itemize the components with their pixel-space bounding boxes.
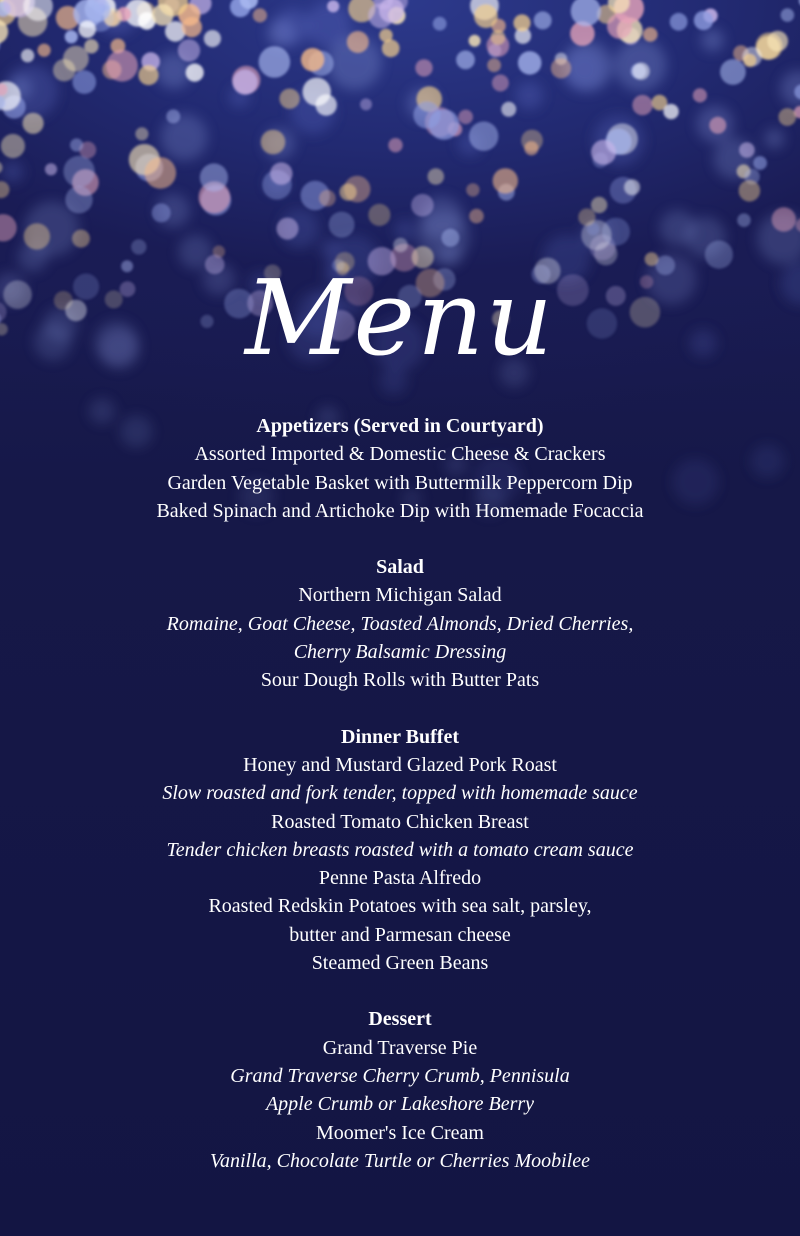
bokeh-light (709, 117, 726, 134)
section-heading: Salad (376, 556, 424, 579)
bokeh-light (501, 102, 516, 117)
bokeh-light (279, 89, 299, 109)
menu-item-description: Cherry Balsamic Dressing (293, 641, 507, 664)
bokeh-light (571, 0, 601, 26)
bokeh-light (469, 209, 484, 224)
bokeh-light (253, 8, 267, 22)
menu-item-description: Vanilla, Chocolate Turtle or Cherries Moobilee (210, 1149, 590, 1172)
menu-body (0, 412, 800, 1203)
bokeh-light (469, 122, 498, 151)
bokeh-light (274, 9, 311, 46)
bokeh-light (743, 54, 756, 67)
bokeh-light (737, 213, 751, 227)
bokeh-light (152, 4, 174, 26)
bokeh-light (45, 163, 57, 175)
section-heading: Dinner Buffet (341, 725, 459, 748)
bokeh-light (492, 75, 509, 92)
bokeh-light (38, 44, 51, 57)
bokeh-light (368, 204, 390, 226)
bokeh-light (469, 35, 481, 47)
bokeh-light (135, 127, 148, 140)
menu-section-appetizers (0, 412, 800, 525)
menu-item: Garden Vegetable Basket with Buttermilk Peppercorn Dip (167, 471, 633, 494)
bokeh-light (200, 163, 228, 191)
bokeh-light (767, 31, 788, 52)
bokeh-light (259, 46, 291, 78)
menu-item: Sour Dough Rolls with Butter Pats (260, 669, 540, 692)
bokeh-light (204, 30, 221, 47)
bokeh-light (347, 31, 369, 53)
bokeh-light (670, 13, 688, 31)
bokeh-light (772, 207, 796, 231)
bokeh-light (63, 46, 89, 72)
menu-item-description: Apple Crumb or Lakeshore Berry (265, 1093, 535, 1116)
bokeh-light (303, 78, 331, 106)
bokeh-light (739, 142, 755, 158)
bokeh-light (487, 58, 501, 72)
menu-item: Baked Spinach and Artichoke Dip with Homemade Focaccia (156, 499, 644, 522)
bokeh-light (270, 162, 292, 184)
bokeh-light (591, 197, 607, 213)
bokeh-light (781, 8, 795, 22)
menu-item: Moomer's Ice Cream (316, 1121, 484, 1144)
bokeh-light (415, 59, 432, 76)
bokeh-light (22, 113, 43, 134)
bokeh-light (493, 168, 518, 193)
menu-item-description: Romaine, Goat Cheese, Toasted Almonds, Dried Cherries, (166, 612, 634, 635)
menu-item-description: Slow roasted and fork tender, topped with homemade sauce (162, 782, 638, 805)
menu-section-dinner-buffet (0, 723, 800, 978)
bokeh-light (720, 59, 746, 85)
menu-item: Roasted Redskin Potatoes with sea salt, parsley, (208, 895, 592, 918)
menu-item: Steamed Green Beans (311, 952, 489, 975)
bokeh-light (65, 30, 78, 43)
bokeh-light (643, 27, 658, 42)
bokeh-light (456, 51, 475, 70)
menu-title: Menu (245, 257, 555, 379)
bokeh-light (65, 186, 92, 213)
bokeh-light (182, 17, 202, 37)
bokeh-light (739, 180, 761, 202)
bokeh-light (632, 62, 649, 79)
menu-item: Assorted Imported & Domestic Cheese & Crackers (194, 443, 606, 466)
bokeh-light (764, 129, 784, 149)
bokeh-light (21, 49, 34, 62)
bokeh-light (524, 141, 538, 155)
bokeh-light (663, 104, 678, 119)
bokeh-light (632, 95, 652, 115)
bokeh-light (607, 14, 632, 39)
menu-item: butter and Parmesan cheese (289, 923, 511, 946)
bokeh-light (518, 51, 542, 75)
bokeh-light (186, 64, 204, 82)
bokeh-light (513, 14, 530, 31)
menu-item: Honey and Mustard Glazed Pork Roast (243, 753, 557, 776)
bokeh-light (491, 30, 506, 45)
bokeh-light (591, 140, 616, 165)
bokeh-light (329, 212, 355, 238)
menu-item: Penne Pasta Alfredo (318, 867, 482, 890)
bokeh-light (360, 98, 372, 110)
bokeh-light (551, 58, 571, 78)
bokeh-light (466, 183, 479, 196)
bokeh-light (778, 108, 796, 126)
bokeh-light (433, 17, 447, 31)
bokeh-light (301, 48, 324, 71)
bokeh-light (428, 168, 445, 185)
bokeh-light (624, 179, 640, 195)
bokeh-light (693, 88, 707, 102)
bokeh-light (63, 156, 94, 187)
bokeh-light (393, 238, 408, 253)
menu-item: Northern Michigan Salad (298, 584, 502, 607)
bokeh-light (79, 21, 96, 38)
section-heading: Appetizers (Served in Courtyard) (256, 415, 544, 437)
bokeh-light (0, 181, 10, 198)
bokeh-light (261, 130, 286, 155)
bokeh-light (515, 81, 543, 109)
bokeh-light (73, 70, 97, 94)
bokeh-light (411, 194, 434, 217)
bokeh-light (382, 39, 400, 57)
bokeh-light (474, 4, 498, 28)
bokeh-light (694, 11, 713, 30)
bokeh-light (138, 65, 158, 85)
bokeh-light (161, 114, 208, 161)
bokeh-light (233, 70, 258, 95)
bokeh-light (72, 230, 90, 248)
menu-section-dessert (0, 1005, 800, 1175)
bokeh-light (84, 39, 98, 53)
bokeh-light (145, 157, 177, 189)
bokeh-light (178, 39, 200, 61)
bokeh-light (2, 161, 24, 183)
bokeh-light (24, 223, 50, 249)
bokeh-light (388, 138, 402, 152)
menu-item-description: Grand Traverse Cherry Crumb, Pennisula (230, 1064, 570, 1087)
bokeh-light (413, 102, 440, 129)
bokeh-light (701, 29, 724, 52)
bokeh-light (70, 138, 83, 151)
bokeh-light (319, 190, 336, 207)
menu-item: Roasted Tomato Chicken Breast (271, 810, 529, 833)
menu-item-description: Tender chicken breasts roasted with a tomato cream sauce (166, 838, 634, 861)
bokeh-light (441, 229, 459, 247)
bokeh-light (277, 218, 299, 240)
bokeh-light (753, 156, 767, 170)
bokeh-light (1, 134, 25, 158)
bokeh-light (106, 50, 138, 82)
bokeh-light (327, 0, 339, 12)
bokeh-light (152, 203, 171, 222)
bokeh-light (131, 239, 146, 254)
bokeh-light (578, 208, 595, 225)
section-heading: Dessert (368, 1008, 432, 1031)
bokeh-light (534, 11, 552, 29)
bokeh-light (340, 184, 357, 201)
menu-section-salad (0, 553, 800, 694)
bokeh-light (166, 109, 180, 123)
menu-item: Grand Traverse Pie (322, 1036, 478, 1059)
bokeh-light (458, 110, 473, 125)
bokeh-light (0, 214, 17, 241)
